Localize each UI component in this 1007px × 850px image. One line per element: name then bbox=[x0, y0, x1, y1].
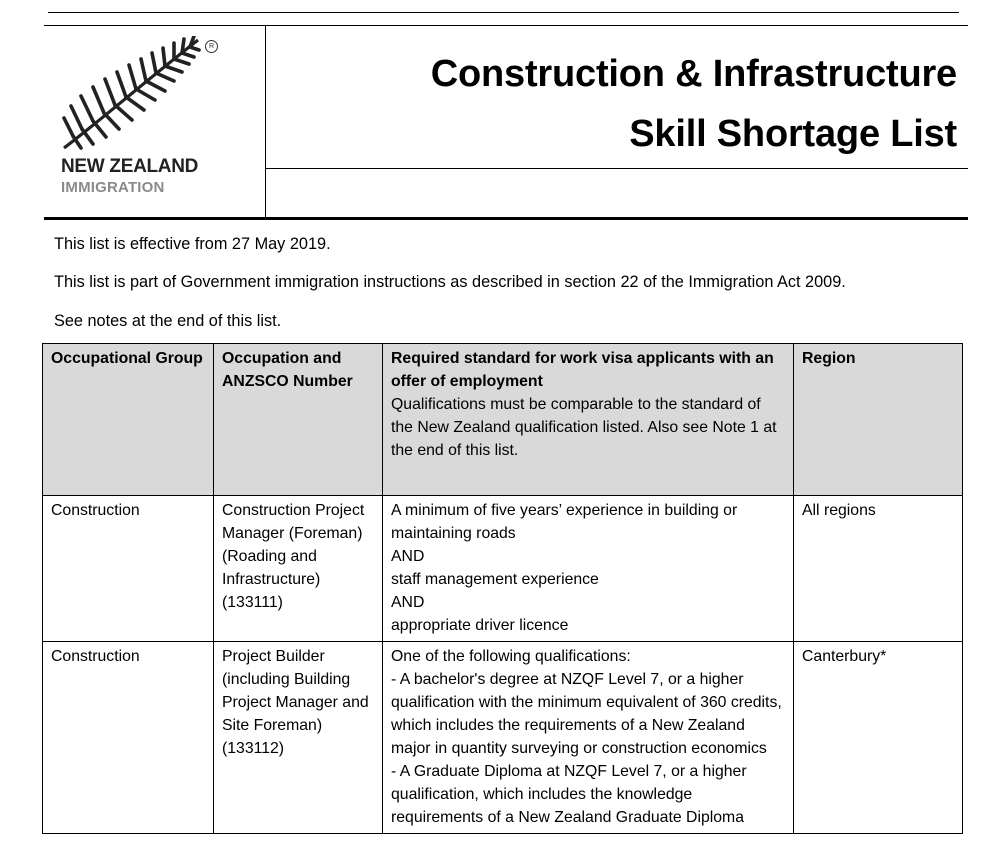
cell-occupation: Project Builder (including Building Project Manager and Site Foreman) (133112) bbox=[214, 642, 383, 834]
column-header-standard bbox=[383, 344, 794, 496]
cell-standard: A minimum of five years’ experience in building or maintaining roads AND staff management experience AND appropriate driver licence bbox=[383, 496, 794, 642]
top-rule bbox=[48, 12, 959, 13]
nz-immigration-logo bbox=[58, 36, 238, 206]
cell-group: Construction bbox=[43, 496, 214, 642]
header-bottom-border bbox=[44, 217, 968, 220]
cell-group: Construction bbox=[43, 642, 214, 834]
page-title bbox=[317, 44, 957, 164]
standard-header-note: Qualifications must be comparable to the standard of the New Zealand qualification listed. Also see Note 1 at the end of this list. bbox=[391, 396, 777, 459]
page-title-line-2: Skill Shortage List bbox=[629, 113, 957, 155]
registered-mark: R bbox=[205, 40, 218, 53]
table-header-row bbox=[43, 344, 963, 496]
page-title-line-1: Construction & Infrastructure bbox=[430, 53, 957, 95]
table-row bbox=[43, 496, 963, 642]
header-top-border bbox=[44, 25, 968, 26]
skill-shortage-table bbox=[42, 343, 963, 834]
column-header-group: Occupational Group bbox=[43, 344, 214, 496]
standard-header-bold: Required standard for work visa applicants with an offer of employment bbox=[391, 350, 774, 390]
cell-region: All regions bbox=[794, 496, 963, 642]
table-row bbox=[43, 642, 963, 834]
logo-name: NEW ZEALAND bbox=[61, 156, 199, 177]
header-divider bbox=[265, 25, 266, 218]
cell-standard: One of the following qualifications: - A bachelor's degree at NZQF Level 7, or a higher qualification with the minimum equivalent of 360 credits, which includes the requirements of a New Zealand major in quantity surveying or construction economics - A Graduate Diploma at NZQF Level 7, or a higher qualification, which includes the knowledge requirements of a New Zealand Graduate Diploma bbox=[383, 642, 794, 834]
cell-occupation: Construction Project Manager (Foreman) (Roading and Infrastructure) (133111) bbox=[214, 496, 383, 642]
effective-date-text: This list is effective from 27 May 2019. bbox=[54, 235, 331, 253]
column-header-occupation: Occupation and ANZSCO Number bbox=[214, 344, 383, 496]
notes-reference-text: See notes at the end of this list. bbox=[54, 312, 282, 330]
cell-region: Canterbury* bbox=[794, 642, 963, 834]
silver-fern-icon bbox=[58, 36, 238, 156]
legal-basis-text: This list is part of Government immigration instructions as described in section 22 of the Immigration Act 2009. bbox=[54, 273, 846, 291]
header-title-underline bbox=[266, 168, 968, 169]
column-header-region: Region bbox=[794, 344, 963, 496]
logo-subtitle: IMMIGRATION bbox=[61, 179, 165, 196]
